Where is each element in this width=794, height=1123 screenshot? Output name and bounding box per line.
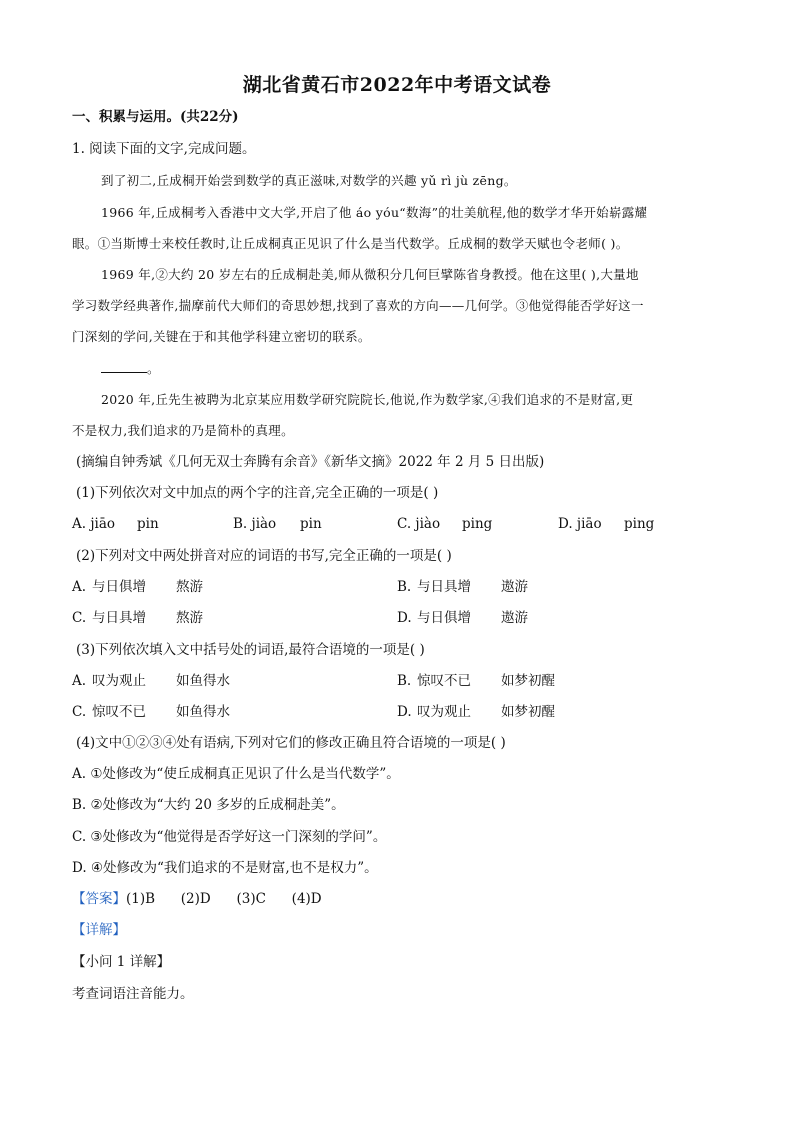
passage-paragraph-3-line-2: 学习数学经典著作,揣摩前代大师们的奇思妙想,找到了喜欢的方向——几何学。③他觉得能否学好这一 xyxy=(72,298,644,313)
q1-3-option-c[interactable]: C. 惊叹不已 如鱼得水 xyxy=(72,704,230,720)
q1-2-option-d[interactable]: D. 与日俱增 遨游 xyxy=(397,610,528,626)
q1-3-option-b[interactable]: B. 惊叹不已 如梦初醒 xyxy=(397,673,555,689)
q1-3-stem: (3)下列依次填入文中括号处的词语,最符合语境的一项是( ) xyxy=(76,642,425,658)
fill-blank xyxy=(101,360,147,373)
passage-blank-line: 。 xyxy=(101,360,160,378)
q1-1-option-a[interactable]: A. jiāo pin xyxy=(72,516,159,532)
page-title: 湖北省黄石市2022年中考语文试卷 xyxy=(242,74,552,96)
passage-paragraph-2-line-1: 1966 年,丘成桐考入香港中文大学,开启了他 áo yóu“数海”的壮美航程,他的数学才华开始崭露耀 xyxy=(101,205,648,220)
question-intro: 1. 阅读下面的文字,完成问题。 xyxy=(72,141,256,157)
q1-2-option-c[interactable]: C. 与日具增 熬游 xyxy=(72,610,203,626)
passage-source: (摘编自钟秀斌《几何无双士奔腾有余音》《新华文摘》2022 年 2 月 5 日出版) xyxy=(76,454,545,470)
passage-paragraph-5-line-2: 不是权力,我们追求的乃是简朴的真理。 xyxy=(72,423,294,438)
answer-text: (1)B (2)D (3)C (4)D xyxy=(126,891,322,907)
answer-line xyxy=(72,890,322,908)
q1-1-option-c[interactable]: C. jiào ping xyxy=(397,516,493,532)
passage-paragraph-1: 到了初二,丘成桐开始尝到数学的真正滋味,对数学的兴趣 yǔ rì jù zēng。 xyxy=(101,173,517,188)
passage-paragraph-2-line-2: 眼。①当斯博士来校任教时,让丘成桐真正见识了什么是当代数学。丘成桐的数学天赋也令老师( )。 xyxy=(72,236,629,251)
answer-label: 【答案】 xyxy=(72,891,126,907)
q1-3-option-d[interactable]: D. 叹为观止 如梦初醒 xyxy=(397,704,555,720)
q1-2-option-b[interactable]: B. 与日具增 遨游 xyxy=(397,579,528,595)
q1-2-option-a[interactable]: A. 与日俱增 熬游 xyxy=(72,579,203,595)
q1-2-stem: (2)下列对文中两处拼音对应的词语的书写,完全正确的一项是( ) xyxy=(76,548,452,564)
passage-paragraph-3-line-3: 门深刻的学问,关键在于和其他学科建立密切的联系。 xyxy=(72,329,371,344)
detail-label: 【详解】 xyxy=(72,922,126,938)
q1-1-stem: (1)下列依次对文中加点的两个字的注音,完全正确的一项是( ) xyxy=(76,485,439,501)
sub-question-text: 考查词语注音能力。 xyxy=(72,986,194,1002)
q1-1-option-d[interactable]: D. jiāo ping xyxy=(558,516,655,532)
passage-paragraph-3-line-1: 1969 年,②大约 20 岁左右的丘成桐赴美,师从微积分几何巨擘陈省身教授。他在这里( ),大量地 xyxy=(101,267,639,282)
q1-4-option-d[interactable]: D. ④处修改为“我们追求的不是财富,也不是权力”。 xyxy=(72,860,378,876)
q1-4-stem: (4)文中①②③④处有语病,下列对它们的修改正确且符合语境的一项是( ) xyxy=(76,735,506,751)
q1-3-option-a[interactable]: A. 叹为观止 如鱼得水 xyxy=(72,673,230,689)
q1-4-option-a[interactable]: A. ①处修改为“使丘成桐真正见识了什么是当代数学”。 xyxy=(72,766,400,782)
sub-question-label: 【小问 1 详解】 xyxy=(72,954,171,970)
passage-paragraph-5-line-1: 2020 年,丘先生被聘为北京某应用数学研究院院长,他说,作为数学家,④我们追求的不是财富,更 xyxy=(101,392,634,407)
q1-1-option-b[interactable]: B. jiào pin xyxy=(233,516,322,532)
section-heading: 一、积累与运用。(共22分) xyxy=(72,109,239,125)
q1-4-option-c[interactable]: C. ③处修改为“他觉得是否学好这一门深刻的学问”。 xyxy=(72,829,387,845)
q1-4-option-b[interactable]: B. ②处修改为“大约 20 多岁的丘成桐赴美”。 xyxy=(72,797,345,813)
